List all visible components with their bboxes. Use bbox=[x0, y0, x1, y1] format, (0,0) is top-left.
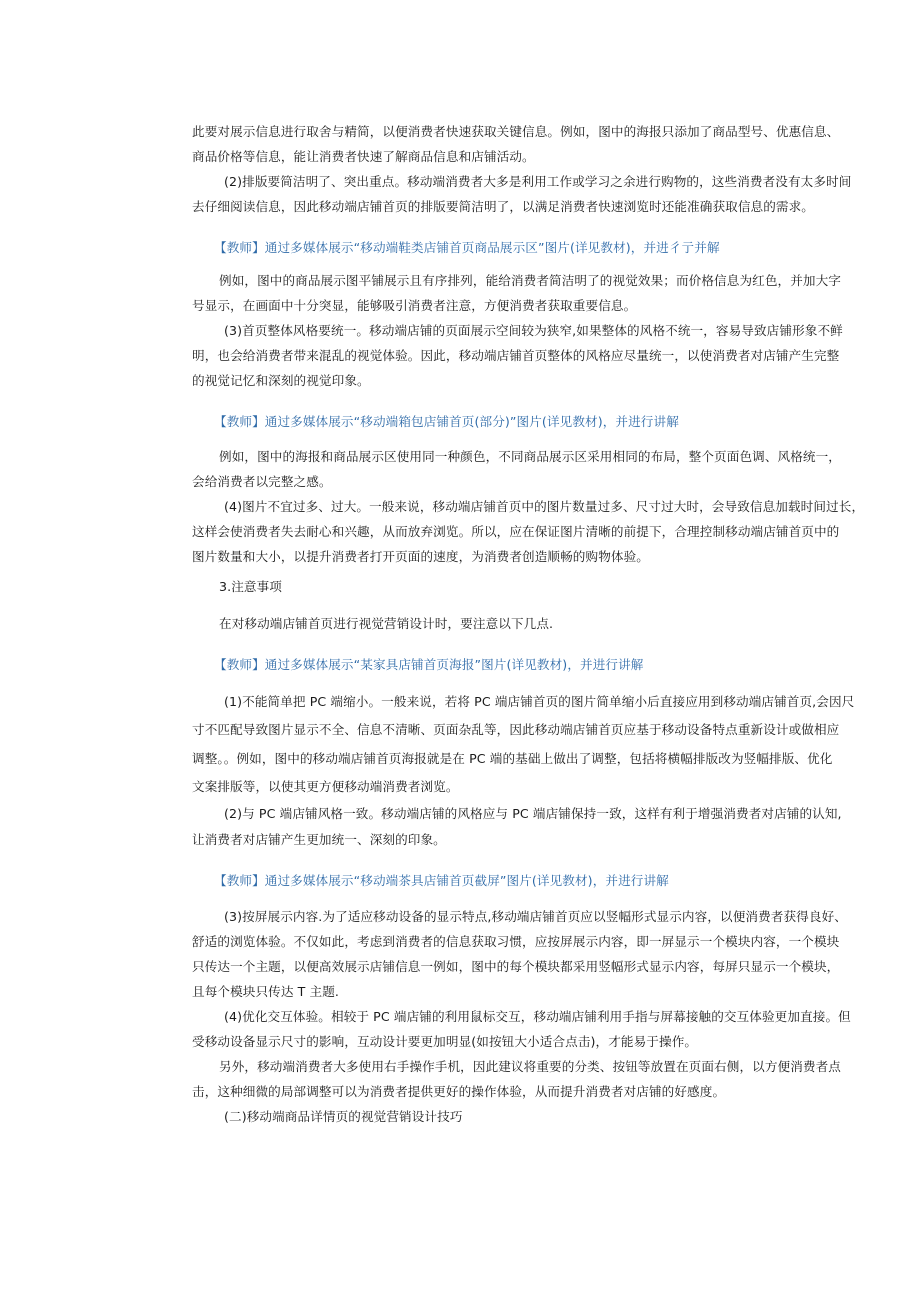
text-line: 舒适的浏览体验。不仅如此，考虑到消费者的信息获取习惯，应按屏展示内容，即一屏显示一个模块内容，一个模块 bbox=[192, 934, 840, 949]
text-line: (1)不能简单把 PC 端缩小。一般来说，若将 PC 端店铺首页的图片简单缩小后直接应用到移动端店铺首页,会因尺 bbox=[224, 694, 855, 709]
text-line: 例如，图中的海报和商品展示区使用同一种颜色，不同商品展示区采用相同的布局，整个页面色调、风格统一， bbox=[219, 449, 841, 464]
text-line: 去仔细阅读信息，因此移动端店铺首页的排版要简洁明了，以满足消费者快速浏览时还能准确获取信息的需求。 bbox=[192, 199, 814, 214]
text-line: 号显示，在画面中十分突显，能够吸引消费者注意，方便消费者获取重要信息。 bbox=[192, 298, 637, 313]
text-line: (4)图片不宜过多、过大。一般来说，移动端店铺首页中的图片数量过多、尺寸过大时，会导致信息加载时间过长， bbox=[224, 499, 865, 514]
text-line: 另外，移动端消费者大多使用右手操作手机，因此建议将重要的分类、按钮等放置在页面右侧，以方便消费者点 bbox=[219, 1059, 841, 1074]
text-line: 寸不匹配导致图片显示不全、信息不清晰、页面杂乱等，因此移动端店铺首页应基于移动设备特点重新设计或做相应 bbox=[192, 722, 840, 737]
text-line: 会给消费者以完整之感。 bbox=[192, 474, 332, 489]
text-line: 只传达一个主题，以便高效展示店铺信息一例如，图中的每个模块都采用竖幅形式显示内容，每屏只显示一个模块， bbox=[192, 959, 840, 974]
text-line: (2)排版要简洁明了、突出重点。移动端消费者大多是利用工作或学习之余进行购物的，这些消费者没有太多时间 bbox=[224, 174, 852, 189]
text-line: (4)优化交互体验。相较于 PC 端店铺的利用鼠标交互，移动端店铺利用手指与屏幕接触的交互体验更加直接。但 bbox=[224, 1009, 851, 1024]
text-line: 且每个模块只传达 T 主题. bbox=[192, 984, 340, 999]
text-line: 受移动设备显示尺寸的影响，互动设计要更加明显(如按钮大小适合点击)，才能易于操作。 bbox=[192, 1034, 698, 1049]
section-heading: 3.注意事项 bbox=[219, 579, 282, 594]
text-line: 这样会使消费者失去耐心和兴趣，从而放弃浏览。所以，应在保证图片清晰的前提下，合理控制移动端店铺首页中的 bbox=[192, 524, 840, 539]
section-heading: (二)移动端商品详情页的视觉营销设计技巧 bbox=[224, 1109, 463, 1124]
text-line: (3)首页整体风格要统一。移动端店铺的页面展示空间较为狭窄,如果整体的风格不统一，容易导致店铺形象不鲜 bbox=[224, 323, 843, 338]
text-line: 让消费者对店铺产生更加统一、深刻的印象。 bbox=[192, 832, 446, 847]
text-line: 例如，图中的商品展示图平铺展示且有序排列，能给消费者简洁明了的视觉效果；而价格信息为红色，并加大字 bbox=[219, 273, 841, 288]
text-line: 明，也会给消费者带来混乱的视觉体验。因此，移动端店铺首页整体的风格应尽量统一，以使消费者对店铺产生完整 bbox=[192, 348, 840, 363]
text-line: (3)按屏展示内容.为了适应移动设备的显示特点,移动端店铺首页应以竖幅形式显示内容，以便消费者获得良好、 bbox=[224, 909, 847, 924]
text-line: 此要对展示信息进行取舍与精简，以便消费者快速获取关键信息。例如，图中的海报只添加了商品型号、优惠信息、 bbox=[192, 124, 840, 139]
teacher-note: 【教师】通过多媒体展示“某家具店铺首页海报”图片(详见教材)，并进行讲解 bbox=[214, 657, 644, 672]
text-line: 商品价格等信息，能让消费者快速了解商品信息和店铺活动。 bbox=[192, 149, 535, 164]
teacher-note: 【教师】通过多媒体展示“移动端茶具店铺首页截屏”图片(详见教材)，并进行讲解 bbox=[214, 873, 669, 888]
teacher-note: 【教师】通过多媒体展示“移动端鞋类店铺首页商品展示区”图片(详见教材)，并进彳亍并解 bbox=[214, 240, 720, 255]
teacher-note: 【教师】通过多媒体展示“移动端箱包店铺首页(部分)”图片(详见教材)，并进行讲解 bbox=[214, 414, 679, 429]
text-line: 在对移动端店铺首页进行视觉营销设计时，要注意以下几点. bbox=[219, 616, 554, 631]
text-line: 的视觉记忆和深刻的视觉印象。 bbox=[192, 373, 370, 388]
text-line: 图片数量和大小，以提升消费者打开页面的速度，为消费者创造顺畅的购物体验。 bbox=[192, 549, 649, 564]
text-line: 击，这种细微的局部调整可以为消费者提供更好的操作体验，从而提升消费者对店铺的好感度。 bbox=[192, 1084, 726, 1099]
text-line: 文案排版等，以使其更方便移动端消费者浏览。 bbox=[192, 779, 459, 794]
text-line: 调整。。例如，图中的移动端店铺首页海报就是在 PC 端的基础上做出了调整，包括将横幅排版改为竖幅排版、优化 bbox=[192, 751, 833, 766]
text-line: (2)与 PC 端店铺风格一致。移动端店铺的风格应与 PC 端店铺保持一致，这样有利于增强消费者对店铺的认知, bbox=[224, 806, 842, 821]
